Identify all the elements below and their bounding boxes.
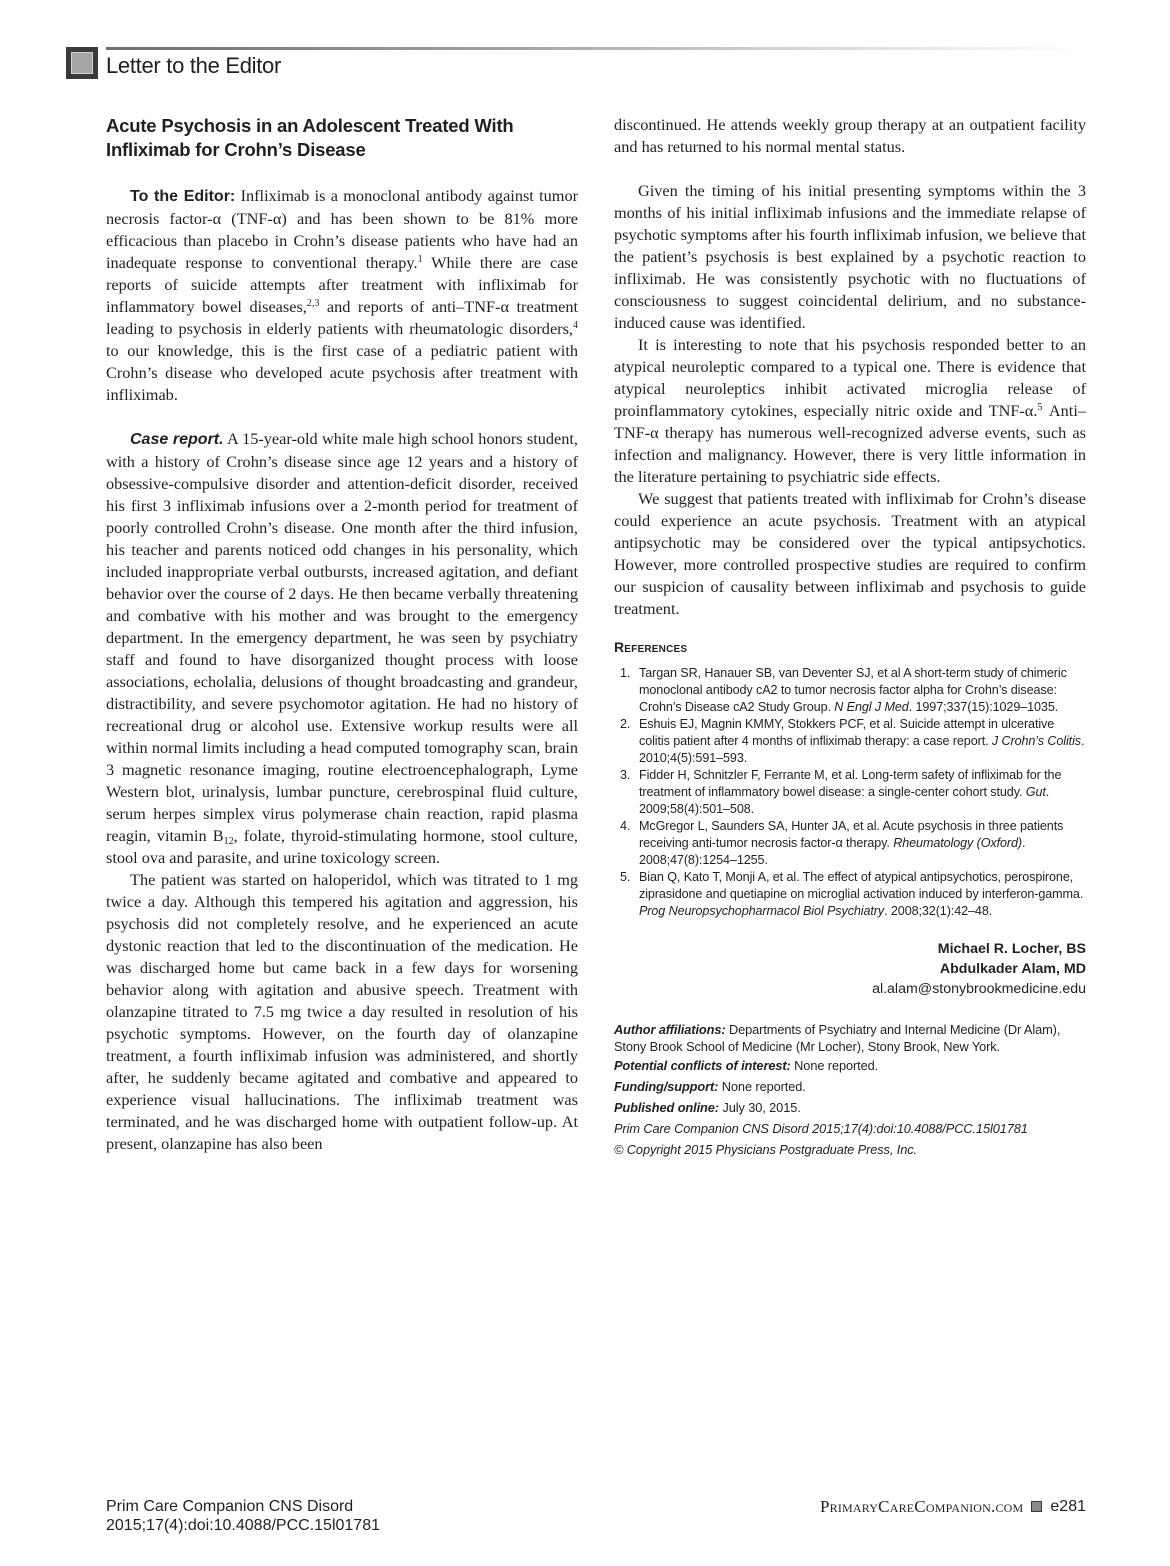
discussion-paragraph-2: It is interesting to note that his psychosis responded better to an atypical neuroleptic compared to a typical one. There is evidence that atypical neuroleptics inhibit activated microglia release of proinflammatory cytokines, especially nitric oxide and TNF-α.$^5$ Anti–TNF-α therapy has numerous well-recognized adverse events, such as infection and malignancy. However, there is very little information in the literature pertaining to psychiatric side effects. — [614, 335, 1086, 486]
header-rule — [106, 47, 1086, 50]
article-title: Acute Psychosis in an Adolescent Treated With Infliximab for Crohn’s Disease — [106, 115, 514, 160]
reference-item[interactable]: 1. Targan SR, Hanauer SB, van Deventer SJ, et al A short-term study of chimeric monoclonal antibody cA2 to tumor necrosis factor alpha for Crohn’s disease: Crohn’s Disease cA2 Study Group. N Engl J Med. 1997;337(15):1029–1035. — [620, 666, 1067, 714]
references-heading: References — [614, 639, 688, 655]
citation-ref[interactable]: 1 — [417, 254, 423, 265]
footer-right — [820, 1497, 1086, 1516]
intro-lead: To the Editor: — [130, 188, 236, 205]
reference-list — [614, 665, 1086, 920]
section-icon — [66, 47, 98, 79]
citation-line: Prim Care Companion CNS Disord 2015;17(4):doi:10.4088/PCC.15l01781 — [614, 1121, 1028, 1136]
funding-support: Funding/support: None reported. — [614, 1079, 806, 1094]
article-meta — [614, 1021, 1086, 1160]
reference-item[interactable]: 2. Eshuis EJ, Magnin KMMY, Stokkers PCF, et al. Suicide attempt in ulcerative colitis patient after 4 months of infliximab therapy: a case report. J Crohn’s Colitis. 2010;4(5):591–593. — [620, 717, 1085, 765]
copyright-line: © Copyright 2015 Physicians Postgraduate Press, Inc. — [614, 1142, 917, 1157]
author-name: Abdulkader Alam, MD — [939, 961, 1086, 977]
case-report-paragraph: Case report. A 15-year-old white male high school honors student, with a history of Crohn’s disease since age 12 years and a history of obsessive-compulsive disorder and attention-deficit disorder, received his first 3 infliximab infusions over a 2-month period for treatment of poorly controlled Crohn’s disease. One month after the third infusion, his teacher and parents noticed odd changes in his personality, which included inappropriate verbal outbursts, increased agitation, and defiant behavior over the course of 2 days. He then became verbally threatening and combative with his mother and was brought to the emergency department. In the emergency department, he was seen by psychiatry staff and found to have disorganized thought process with loose associations, echolalia, delusions of thought broadcasting and grandeur, distractibility, and severe psychomotor agitation. He had no history of recreational drug or alcohol use. Extensive workup results were all within normal limits including a head computed tomography scan, brain 3 magnetic resonance imaging, routine electroencephalograph, Lyme Western blot, urinalysis, lumbar puncture, cerebrospinal fluid culture, serum herpes simplex virus polymerase chain reaction, rapid plasma reagin, vitamin $B_{12}$, folate, thyroid-stimulating hormone, stool culture, stool ova and parasite, and urine toxicology screen. — [106, 429, 578, 867]
citation-ref[interactable]: 4 — [573, 320, 578, 331]
footer-journal: Prim Care Companion CNS Disord 2015;17(4):doi:10.4088/PCC.15l01781 — [106, 1498, 380, 1534]
published-online: Published online: July 30, 2015. — [614, 1100, 801, 1115]
author-email-link[interactable]: al.alam@stonybrookmedicine.edu — [872, 981, 1086, 997]
author-affiliations: Author affiliations: Departments of Psychiatry and Internal Medicine (Dr Alam), Stony Brook School of Medicine (Mr Locher), Stony Brook, New York. — [614, 1022, 1061, 1054]
section-label: Letter to the Editor — [106, 53, 281, 78]
right-column — [614, 114, 1086, 1160]
footer-site-link[interactable]: PrimaryCareCompanion.com — [819, 1497, 1024, 1516]
reference-item[interactable]: 5. Bian Q, Kato T, Monji A, et al. The effect of atypical antipsychotics, perospirone, ziprasidone and quetiapine on microglial activation induced by interferon-gamma. Prog Neuropsychopharmacol Biol Psychiatry. 2008;32(1):42–48. — [620, 870, 1084, 918]
discussion-paragraph-1: Given the timing of his initial presenting symptoms within the 3 months of his initial infliximab infusions and the immediate relapse of psychotic symptoms after his fourth infliximab infusion, we believe that the patient’s psychosis is best explained by a psychotic reaction to infliximab. He was consistently psychotic with no fluctuations of consciousness to suggest coincidental delirium, and no substance-induced cause was identified. — [614, 181, 1086, 332]
reference-item[interactable]: 3. Fidder H, Schnitzler F, Ferrante M, et al. Long-term safety of infliximab for the treatment of inflammatory bowel disease: a single-center cohort study. Gut. 2009;58(4):501–508. — [620, 768, 1062, 816]
treatment-paragraph: The patient was started on haloperidol, which was titrated to 1 mg twice a day. Although this tempered his agitation and aggression, his psychosis did not completely resolve, and he experienced an acute dystonic reaction that led to the discontinuation of the medication. He was discharged home but came back in a few days for worsening behavior along with agitation and abusive speech. Treatment with olanzapine titrated to 7.5 mg twice a day resulted in resolution of his psychotic symptoms. However, on the fourth day of olanzapine treatment, a fourth infliximab infusion was administered, and shortly after, he suddenly became agitated and combative and appeared to experience visual hallucinations. The infliximab treatment was terminated, and he was discharged home with outpatient follow-up. At present, olanzapine has also been — [106, 870, 578, 1153]
gray-square-icon — [1031, 1501, 1042, 1512]
reference-item[interactable]: 4. McGregor L, Saunders SA, Hunter JA, et al. Acute psychosis in three patients receiving anti-tumor necrosis factor-α therapy. Rheumatology (Oxford). 2008;47(8):1254–1255. — [620, 819, 1064, 867]
left-column — [106, 114, 578, 1155]
citation-ref[interactable]: 5 — [1037, 402, 1043, 413]
author-block — [614, 939, 1086, 999]
continuation-paragraph: discontinued. He attends weekly group therapy at an outpatient facility and has returned to his normal mental status. — [614, 115, 1086, 156]
intro-paragraph: To the Editor: Infliximab is a monoclonal antibody against tumor necrosis factor-α (TNF-α) and has been shown to be 81% more efficacious than placebo in Crohn’s disease patients who have had an inadequate response to conventional therapy.$^1$ While there are case reports of suicide attempts after treatment with infliximab for inflammatory bowel diseases,$^{2,3}$ and reports of anti–TNF-α treatment leading to psychosis in elderly patients with rheumatologic disorders,$^4$ to our knowledge, this is the first case of a pediatric patient with Crohn’s disease who developed acute psychosis after treatment with infliximab. — [106, 186, 579, 404]
citation-ref[interactable]: 2,3 — [306, 298, 320, 309]
conflicts-of-interest: Potential conflicts of interest: None reported. — [614, 1058, 879, 1073]
case-report-lead: Case report. — [130, 431, 224, 448]
conclusion-paragraph: We suggest that patients treated with infliximab for Crohn’s disease could experience an acute psychosis. Treatment with an atypical antipsychotic may be considered over the typical antipsychotics. However, more controlled prospective studies are required to confirm our suspicion of causality between infliximab and psychosis to guide treatment. — [614, 489, 1086, 618]
author-name: Michael R. Locher, BS — [937, 941, 1086, 957]
page-number: e281 — [1050, 1498, 1086, 1515]
gray-square-icon — [71, 52, 93, 74]
